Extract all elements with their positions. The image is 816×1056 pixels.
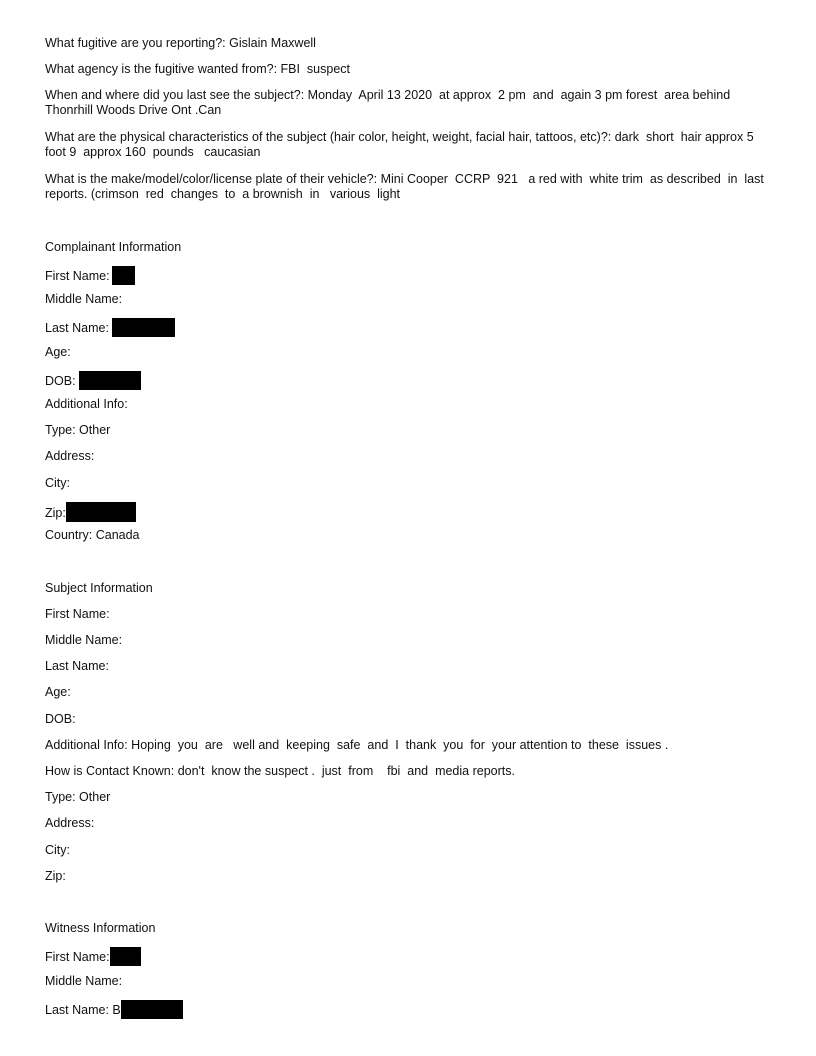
question-answer: dark short hair approx 5 foot 9 approx 160 pounds caucasian — [45, 130, 758, 159]
complainant-last-name — [45, 318, 175, 337]
witness-middle-name: Middle Name: — [45, 974, 123, 988]
complainant-type: Type: Other — [45, 423, 111, 437]
redaction-box — [66, 502, 136, 522]
subject-type: Type: Other — [45, 790, 111, 804]
witness-first-name — [45, 947, 141, 966]
redaction-box — [110, 947, 141, 966]
complainant-heading: Complainant Information — [45, 240, 182, 254]
field-label: First Name: — [45, 269, 110, 283]
subject-dob: DOB: — [45, 712, 76, 726]
question-label: What are the physical characteristics of the subject (hair color, height, weight, facial hair, tattoos, etc)?: — [45, 130, 612, 144]
question-answer: FBI suspect — [277, 62, 351, 76]
complainant-zip — [45, 502, 136, 522]
question-fugitive — [45, 36, 316, 51]
field-label: DOB: — [45, 374, 80, 388]
question-answer: Mini Cooper CCRP 921 a red with white trim as described in last reports. (crimson red changes to a brownish in various light — [45, 172, 771, 201]
subject-zip: Zip: — [45, 869, 66, 883]
question-label: When and where did you last see the subject?: — [45, 88, 305, 102]
complainant-country: Country: Canada — [45, 528, 140, 542]
subject-heading: Subject Information — [45, 581, 153, 595]
question-answer: Monday April 13 2020 at approx 2 pm and again 3 pm forest area behind Thonrhill Woods Drive Ont .Can — [45, 88, 734, 117]
question-physical — [45, 130, 765, 160]
subject-additional-info: Additional Info: Hoping you are well and keeping safe and I thank you for your attention to these issues . — [45, 738, 669, 752]
question-label: What fugitive are you reporting?: — [45, 36, 226, 50]
complainant-middle-name: Middle Name: — [45, 292, 123, 306]
subject-middle-name: Middle Name: — [45, 633, 123, 647]
field-label: Last Name: B — [45, 1003, 121, 1017]
subject-age: Age: — [45, 685, 71, 699]
question-last-seen — [45, 88, 765, 118]
complainant-address: Address: — [45, 449, 95, 463]
complainant-dob — [45, 371, 141, 390]
witness-heading: Witness Information — [45, 921, 156, 935]
redaction-box — [79, 371, 141, 390]
complainant-additional-info: Additional Info: — [45, 397, 128, 411]
complainant-age: Age: — [45, 345, 71, 359]
subject-city: City: — [45, 843, 70, 857]
field-label: Last Name: — [45, 321, 113, 335]
question-agency — [45, 62, 350, 77]
question-answer: Gislain Maxwell — [225, 36, 316, 50]
subject-address: Address: — [45, 816, 95, 830]
subject-contact-known: How is Contact Known: don't know the suspect . just from fbi and media reports. — [45, 764, 515, 778]
redaction-box — [121, 1000, 183, 1019]
complainant-city: City: — [45, 476, 70, 490]
question-label: What agency is the fugitive wanted from?: — [45, 62, 278, 76]
redaction-box — [112, 318, 175, 337]
complainant-first-name — [45, 266, 135, 285]
question-vehicle — [45, 172, 771, 202]
subject-last-name: Last Name: — [45, 659, 109, 673]
redaction-box — [112, 266, 135, 285]
field-label: Zip: — [45, 506, 66, 520]
question-label: What is the make/model/color/license plate of their vehicle?: — [45, 172, 378, 186]
witness-last-name — [45, 1000, 183, 1019]
field-label: First Name: — [45, 950, 110, 964]
subject-first-name: First Name: — [45, 607, 110, 621]
